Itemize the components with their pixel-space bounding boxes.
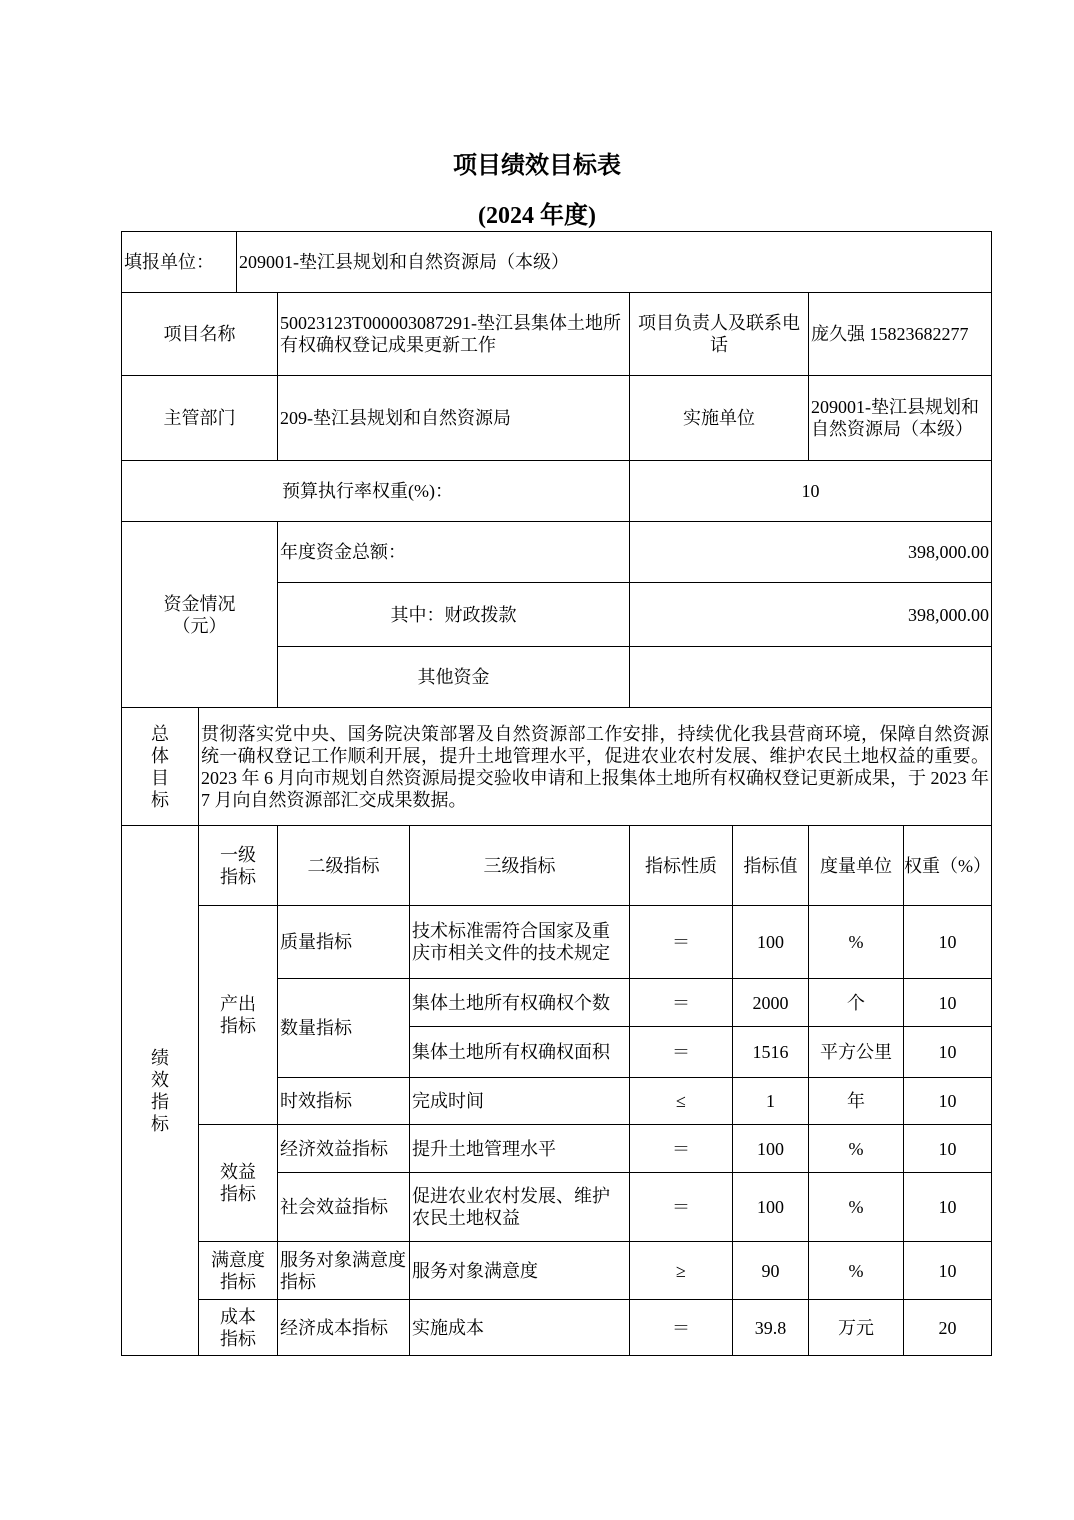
project-contact-label: 项目负责人及联系电话: [630, 293, 809, 376]
page-subtitle: (2024 年度): [478, 203, 596, 229]
header-value: 指标值: [733, 826, 809, 906]
row-2-third: 集体土地所有权确权面积: [410, 1027, 630, 1078]
row-5-unit: %: [809, 1173, 904, 1242]
goal-text: 贯彻落实党中央、国务院决策部署及自然资源部工作安排，持续优化我县营商环境，保障自然资源统一确权登记工作顺利开展，提升土地管理水平，促进农业农村发展、维护农民土地权益的重要。2023 年 6 月向市规划自然资源局提交验收申请和上报集体土地所有权确权登记更新成果，于 2023 年 7 月向自然资源部汇交成果数据。: [199, 708, 992, 826]
row-0-value: 100: [733, 906, 809, 979]
group-output: [199, 906, 278, 1125]
impl-unit-label: 实施单位: [630, 376, 809, 461]
second-quality: 质量指标: [278, 906, 410, 979]
funds-fiscal-label: 其中：财政拨款: [278, 583, 630, 647]
header-nature: 指标性质: [630, 826, 733, 906]
row-4-unit: %: [809, 1125, 904, 1173]
row-1-weight: 10: [904, 979, 992, 1027]
funds-other-value: [630, 647, 992, 708]
row-2-nature: ＝: [630, 1027, 733, 1078]
row-2-value: 1516: [733, 1027, 809, 1078]
row-6-third: 服务对象满意度: [410, 1242, 630, 1300]
dept-label: 主管部门: [122, 376, 278, 461]
funds-fiscal-value: 398,000.00: [630, 583, 992, 647]
row-1-third: 集体土地所有权确权个数: [410, 979, 630, 1027]
funds-other-label: 其他资金: [278, 647, 630, 708]
perf-label: [122, 826, 199, 1356]
row-3-third: 完成时间: [410, 1078, 630, 1125]
row-5-nature: ＝: [630, 1173, 733, 1242]
second-social: 社会效益指标: [278, 1173, 410, 1242]
row-6-weight: 10: [904, 1242, 992, 1300]
row-6-nature: ≥: [630, 1242, 733, 1300]
row-3-weight: 10: [904, 1078, 992, 1125]
header-unit: 度量单位: [809, 826, 904, 906]
project-name-label: 项目名称: [122, 293, 278, 376]
row-2-weight: 10: [904, 1027, 992, 1078]
header-level3: 三级指标: [410, 826, 630, 906]
row-5-value: 100: [733, 1173, 809, 1242]
unit-label: 填报单位：: [122, 232, 237, 293]
project-name-value: 50023123T000003087291-垫江县集体土地所有权确权登记成果更新工作: [278, 293, 630, 376]
group-benefit-text: 效益指标: [220, 1162, 256, 1204]
group-satisfaction: [199, 1242, 278, 1300]
row-1-unit: 个: [809, 979, 904, 1027]
row-5-third: 促进农业农村发展、维护农民土地权益: [410, 1173, 630, 1242]
row-1-value: 2000: [733, 979, 809, 1027]
row-4-weight: 10: [904, 1125, 992, 1173]
group-cost: [199, 1300, 278, 1356]
row-3-unit: 年: [809, 1078, 904, 1125]
row-0-weight: 10: [904, 906, 992, 979]
row-3-nature: ≤: [630, 1078, 733, 1125]
perf-label-text: 绩效指标: [151, 1047, 169, 1134]
header-level1: [199, 826, 278, 906]
funds-total-value: 398,000.00: [630, 522, 992, 583]
header-level1-text: 一级指标: [220, 844, 256, 887]
project-contact-value: 庞久强 15823682277: [809, 293, 992, 376]
row-4-nature: ＝: [630, 1125, 733, 1173]
header-weight: 权重（%）: [904, 826, 992, 906]
second-economic: 经济效益指标: [278, 1125, 410, 1173]
goal-label-text: 总体目标: [151, 723, 169, 810]
row-7-nature: ＝: [630, 1300, 733, 1356]
row-7-value: 39.8: [733, 1300, 809, 1356]
unit-value: 209001-垫江县规划和自然资源局（本级）: [237, 232, 992, 293]
row-5-weight: 10: [904, 1173, 992, 1242]
row-3-value: 1: [733, 1078, 809, 1125]
funds-label-text: 资金情况（元）: [163, 593, 236, 636]
budget-rate-value: 10: [630, 461, 992, 522]
funds-label: [122, 522, 278, 708]
second-quantity: 数量指标: [278, 979, 410, 1078]
row-7-third: 实施成本: [410, 1300, 630, 1356]
row-7-weight: 20: [904, 1300, 992, 1356]
row-4-third: 提升土地管理水平: [410, 1125, 630, 1173]
second-econ-cost: 经济成本指标: [278, 1300, 410, 1356]
dept-value: 209-垫江县规划和自然资源局: [278, 376, 630, 461]
row-6-value: 90: [733, 1242, 809, 1300]
row-2-unit: 平方公里: [809, 1027, 904, 1078]
impl-unit-value: 209001-垫江县规划和自然资源局（本级）: [809, 376, 992, 461]
row-6-unit: %: [809, 1242, 904, 1300]
row-0-nature: ＝: [630, 906, 733, 979]
group-output-text: 产出指标: [220, 994, 256, 1036]
performance-table: [121, 231, 992, 1356]
group-benefit: [199, 1125, 278, 1242]
row-0-unit: %: [809, 906, 904, 979]
header-level2: 二级指标: [278, 826, 410, 906]
row-0-third: 技术标准需符合国家及重庆市相关文件的技术规定: [410, 906, 630, 979]
group-satisfaction-text: 满意度指标: [211, 1249, 265, 1292]
second-service: 服务对象满意度指标: [278, 1242, 410, 1300]
group-cost-text: 成本指标: [220, 1306, 256, 1349]
page-title: 项目绩效目标表: [453, 153, 621, 179]
goal-label: [122, 708, 199, 826]
funds-total-label: 年度资金总额：: [278, 522, 630, 583]
budget-rate-label: 预算执行率权重(%)：: [122, 461, 630, 522]
second-time: 时效指标: [278, 1078, 410, 1125]
row-1-nature: ＝: [630, 979, 733, 1027]
row-7-unit: 万元: [809, 1300, 904, 1356]
row-4-value: 100: [733, 1125, 809, 1173]
